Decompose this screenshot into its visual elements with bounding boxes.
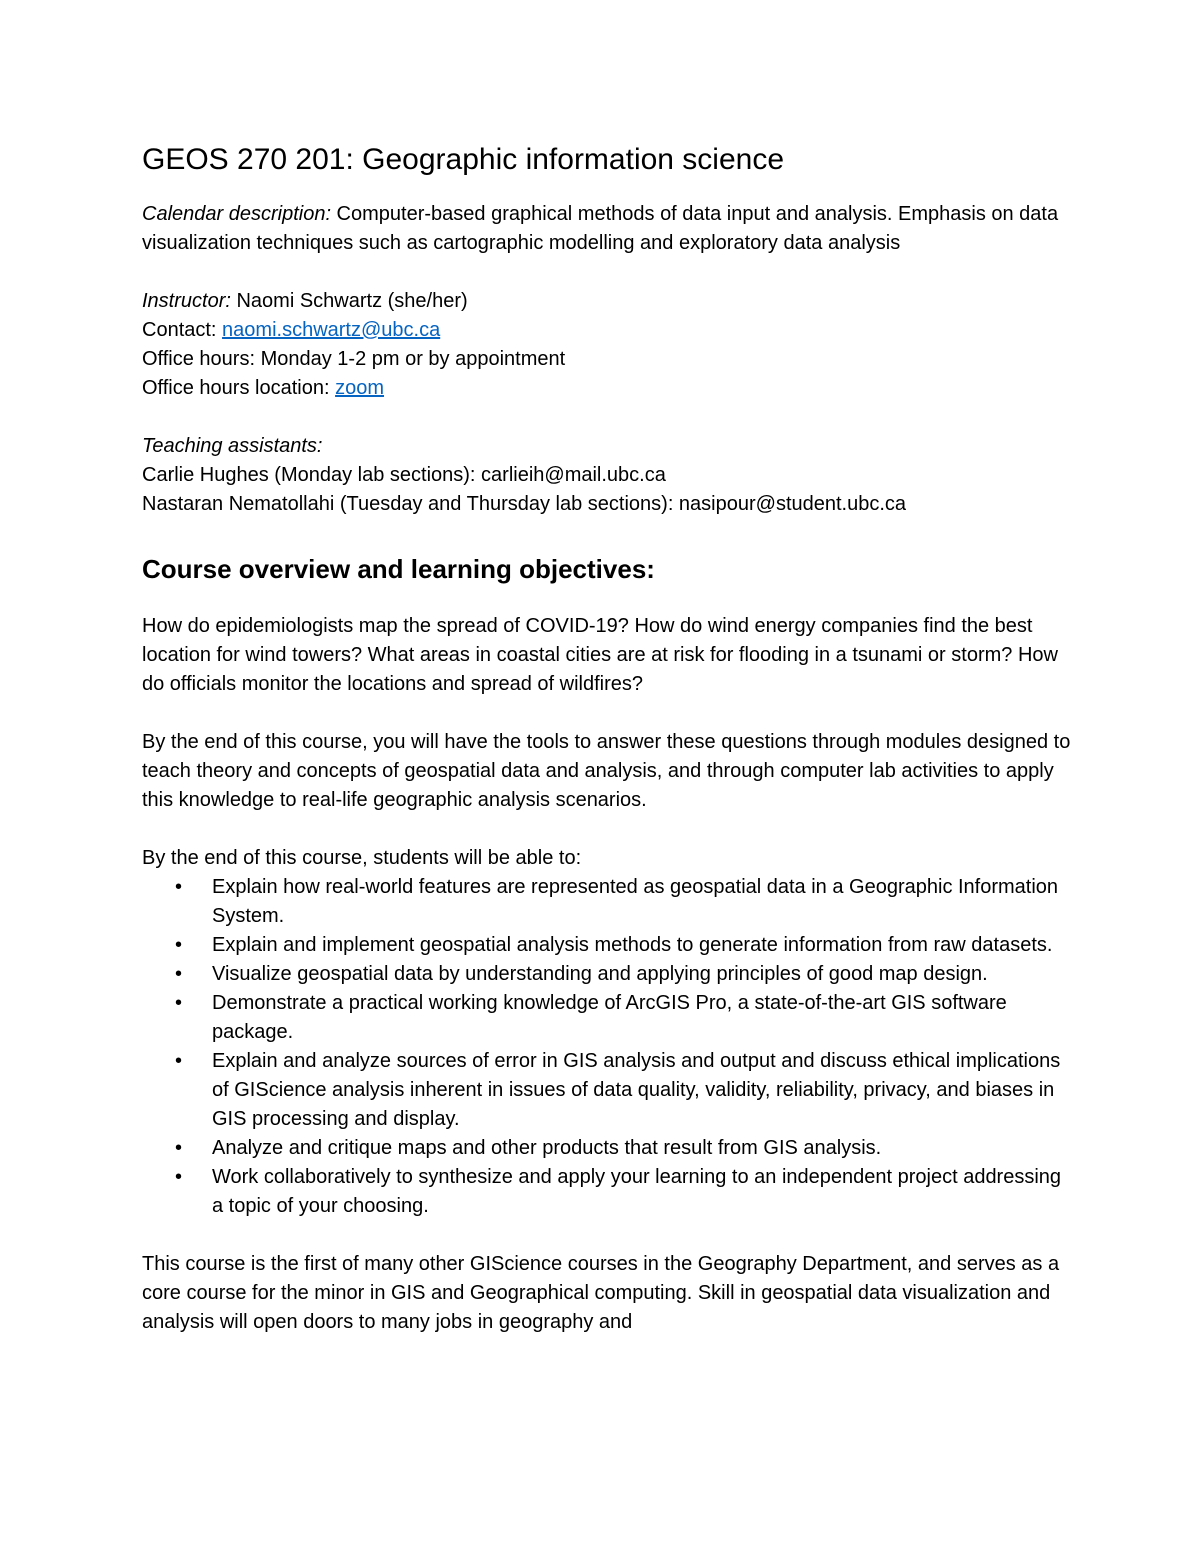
office-hours: Office hours: Monday 1-2 pm or by appointment xyxy=(142,348,566,370)
objectives-list xyxy=(142,873,1072,1221)
bullet-icon: • xyxy=(175,1166,183,1188)
calendar-description xyxy=(142,200,1072,258)
ta-item: Carlie Hughes (Monday lab sections): carlieih@mail.ubc.ca xyxy=(142,464,666,486)
list-item: • Explain how real-world features are represented as geospatial data in a Geographic Information System. xyxy=(142,873,1072,931)
spacer xyxy=(142,1221,1072,1250)
document-page xyxy=(142,140,1072,1337)
overview-paragraph-2: By the end of this course, you will have the tools to answer these questions through modules designed to teach theory and concepts of geospatial data and analysis, and through computer lab activities to apply this knowledge to real-life geographic analysis scenarios. xyxy=(142,731,1071,811)
page-title: GEOS 270 201: Geographic information science xyxy=(142,143,785,176)
ta-item: Nastaran Nematollahi (Tuesday and Thursday lab sections): nasipour@student.ubc.ca xyxy=(142,493,907,515)
list-item: • Work collaboratively to synthesize and apply your learning to an independent project addressing a topic of your choosing. xyxy=(142,1163,1072,1221)
spacer xyxy=(142,699,1072,728)
list-item: • Visualize geospatial data by understanding and applying principles of good map design. xyxy=(142,960,1072,989)
contact-email-link[interactable]: naomi.schwartz@ubc.ca xyxy=(222,319,441,341)
contact-line xyxy=(142,316,1072,345)
bullet-icon: • xyxy=(175,876,183,898)
bullet-icon: • xyxy=(175,963,183,985)
closing-paragraph: This course is the first of many other GIScience courses in the Geography Department, and serves as a core course for the minor in GIS and Geographical computing. Skill in geospatial data visualization and analysis will open doors to many jobs in geography and xyxy=(142,1253,1060,1333)
spacer xyxy=(142,258,1072,287)
list-item: • Explain and analyze sources of error in GIS analysis and output and discuss ethical implications of GIScience analysis inherent in issues of data quality, validity, reliability, privacy, and biases in GIS processing and display. xyxy=(142,1047,1072,1134)
spacer xyxy=(142,815,1072,844)
bullet-icon: • xyxy=(175,934,183,956)
objectives-intro: By the end of this course, students will be able to: xyxy=(142,847,582,869)
zoom-link[interactable]: zoom xyxy=(335,377,384,399)
bullet-icon: • xyxy=(175,992,183,1014)
calendar-text: Computer-based graphical methods of data input and analysis. Emphasis on data visualization techniques such as cartographic modelling and exploratory data analysis xyxy=(142,203,1059,254)
contact-label: Contact: xyxy=(142,319,223,341)
office-location-line xyxy=(142,374,1072,403)
spacer xyxy=(142,519,1072,551)
bullet-icon: • xyxy=(175,1137,183,1159)
overview-paragraph-1: How do epidemiologists map the spread of COVID-19? How do wind energy companies find the best location for wind towers? What areas in coastal cities are at risk for flooding in a tsunami or storm? How do officials monitor the locations and spread of wildfires? xyxy=(142,615,1058,695)
calendar-label: Calendar description: xyxy=(142,203,331,225)
ta-label: Teaching assistants: xyxy=(142,435,323,457)
instructor-line xyxy=(142,287,1072,316)
spacer xyxy=(142,403,1072,432)
list-item: • Explain and implement geospatial analysis methods to generate information from raw datasets. xyxy=(142,931,1072,960)
bullet-icon: • xyxy=(175,1050,183,1072)
section-heading: Course overview and learning objectives: xyxy=(142,554,655,584)
instructor-label: Instructor: xyxy=(142,290,231,312)
list-item: • Demonstrate a practical working knowledge of ArcGIS Pro, a state-of-the-art GIS software package. xyxy=(142,989,1072,1047)
instructor-name: Naomi Schwartz (she/her) xyxy=(230,290,468,312)
list-item: • Analyze and critique maps and other products that result from GIS analysis. xyxy=(142,1134,1072,1163)
office-location-label: Office hours location: xyxy=(142,377,336,399)
